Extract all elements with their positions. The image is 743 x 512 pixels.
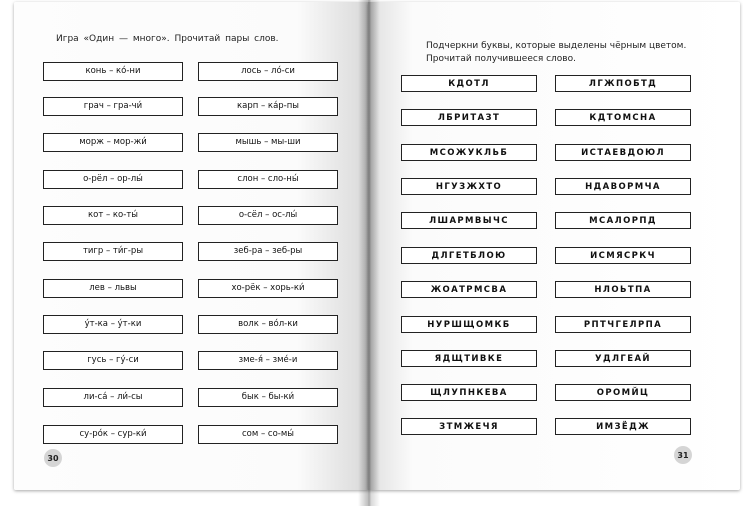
letter-string-card (401, 109, 537, 126)
letter-string: ЛГЖПОБТД (588, 78, 658, 89)
word-pair: лев – львы (89, 283, 137, 293)
word-pair: конь – ко́-ни (85, 66, 141, 76)
word-pair: волк – во́л-ки (238, 319, 298, 329)
word-pair-card (198, 351, 338, 370)
letter-string-card (555, 109, 691, 126)
letter-string-card (555, 247, 691, 264)
letter-string-card (555, 212, 691, 229)
letter-string: МСОЖУКЛЬБ (429, 147, 509, 158)
word-pair: морж – мор-жи́ (79, 137, 147, 147)
letter-string: ЛШАРМВЫЧС (429, 215, 509, 226)
letter-string: ЖОАТРМСВА (430, 284, 508, 295)
word-pair: тигр – ти́г-ры (82, 246, 144, 256)
word-pair-card (43, 425, 183, 444)
letter-string: РПТЧГЕЛРПА (583, 319, 663, 330)
word-pair-card (198, 242, 338, 261)
left-task-text: Игра «Один — много». Прочитай пары слов. (56, 34, 279, 44)
word-pair-card (43, 97, 183, 116)
letter-string: НУРШЩОМКБ (427, 319, 511, 330)
letter-string: УДЛГЕАЙ (595, 353, 651, 364)
letter-string: НЛОЬТПА (594, 284, 652, 295)
letter-string: ИСТАЕВДОЮЛ (581, 147, 665, 158)
right-task-text: Подчеркни буквы, которые выделены чёрным цветом. Прочитай получившееся слово. (426, 41, 687, 64)
word-pair-card (198, 206, 338, 225)
word-pair: гусь – гу́-си (87, 355, 139, 365)
letter-string: НГУЗЖХТО (435, 181, 503, 192)
word-pair-card (43, 351, 183, 370)
word-pair: карп – ка́р-пы (236, 101, 300, 111)
word-pair-card (43, 388, 183, 407)
word-pair-card (198, 388, 338, 407)
word-pair-card (43, 279, 183, 298)
letter-string-card (555, 178, 691, 195)
word-pair: лось – ло́-си (241, 66, 295, 76)
letter-string: КДОТЛ (448, 78, 490, 89)
letter-string: ИМЗЁДЖ (596, 421, 650, 432)
word-pair-card (43, 315, 183, 334)
letter-string: ЛБРИТАЗТ (437, 112, 501, 123)
letter-string: МСАЛОРПД (589, 215, 657, 226)
word-pair: кот – ко-ты́ (87, 210, 138, 220)
word-pair: у́т-ка – у́т-ки (84, 319, 142, 329)
word-pair: мышь – мы-ши (235, 137, 301, 147)
word-pair: ли-са́ – ли́-сы (83, 392, 143, 402)
word-pair: о-рёл – ор-лы́ (83, 174, 143, 184)
letter-string-card (555, 350, 691, 367)
word-pair: грач – гра-чи́ (83, 101, 143, 111)
letter-string-card (401, 418, 537, 435)
letter-string: ЯДЩТИВКЕ (434, 353, 504, 364)
letter-string-card (401, 212, 537, 229)
letter-string: ИСМЯСРКЧ (590, 250, 656, 261)
word-pair: су-ро́к – сур-ки́ (79, 429, 147, 439)
word-pair-card (198, 133, 338, 152)
letter-string-card (555, 281, 691, 298)
letter-string-card (555, 316, 691, 333)
word-pair: зеб-ра – зеб-ры (233, 246, 303, 256)
letter-string: ЗТМЖЕЧЯ (439, 421, 499, 432)
letter-string-card (401, 384, 537, 401)
word-pair: хо-рёк – хорь-ки́ (231, 283, 305, 293)
letter-string-card (401, 350, 537, 367)
letter-string-card (401, 144, 537, 161)
letter-string: КДТОМСНА (589, 112, 657, 123)
word-pair: бык – бы-ки́ (241, 392, 295, 402)
word-pair: зме-я́ – зме́-и (238, 355, 298, 365)
word-pair-card (43, 170, 183, 189)
open-book (14, 0, 740, 506)
letter-string-card (555, 144, 691, 161)
book-spine (358, 0, 380, 506)
letter-string-card (555, 418, 691, 435)
letter-string-card (555, 384, 691, 401)
word-pair-card (198, 170, 338, 189)
word-pair: слон – сло-ны́ (237, 174, 299, 184)
letter-string-card (555, 75, 691, 92)
letter-string: ОРОМЙЦ (596, 387, 650, 398)
word-pair-card (198, 62, 338, 81)
word-pair-card (198, 315, 338, 334)
word-pair-card (43, 62, 183, 81)
page-number-left: 30 (44, 449, 62, 467)
page-number-right: 31 (674, 446, 692, 464)
letter-string-card (401, 281, 537, 298)
letter-string-card (401, 247, 537, 264)
letter-string: ЩЛУПНКЕВА (430, 387, 508, 398)
word-pair-card (43, 242, 183, 261)
word-pair-card (198, 425, 338, 444)
letter-string: НДАВОРМЧА (585, 181, 661, 192)
word-pair: о-сёл – ос-лы́ (238, 210, 298, 220)
word-pair-card (43, 133, 183, 152)
letter-string-card (401, 75, 537, 92)
letter-string-card (401, 178, 537, 195)
word-pair-card (198, 279, 338, 298)
word-pair-card (198, 97, 338, 116)
word-pair: сом – со-мы́ (241, 429, 294, 439)
letter-string: ДЛГЕТБЛОЮ (431, 250, 507, 261)
letter-string-card (401, 316, 537, 333)
word-pair-card (43, 206, 183, 225)
